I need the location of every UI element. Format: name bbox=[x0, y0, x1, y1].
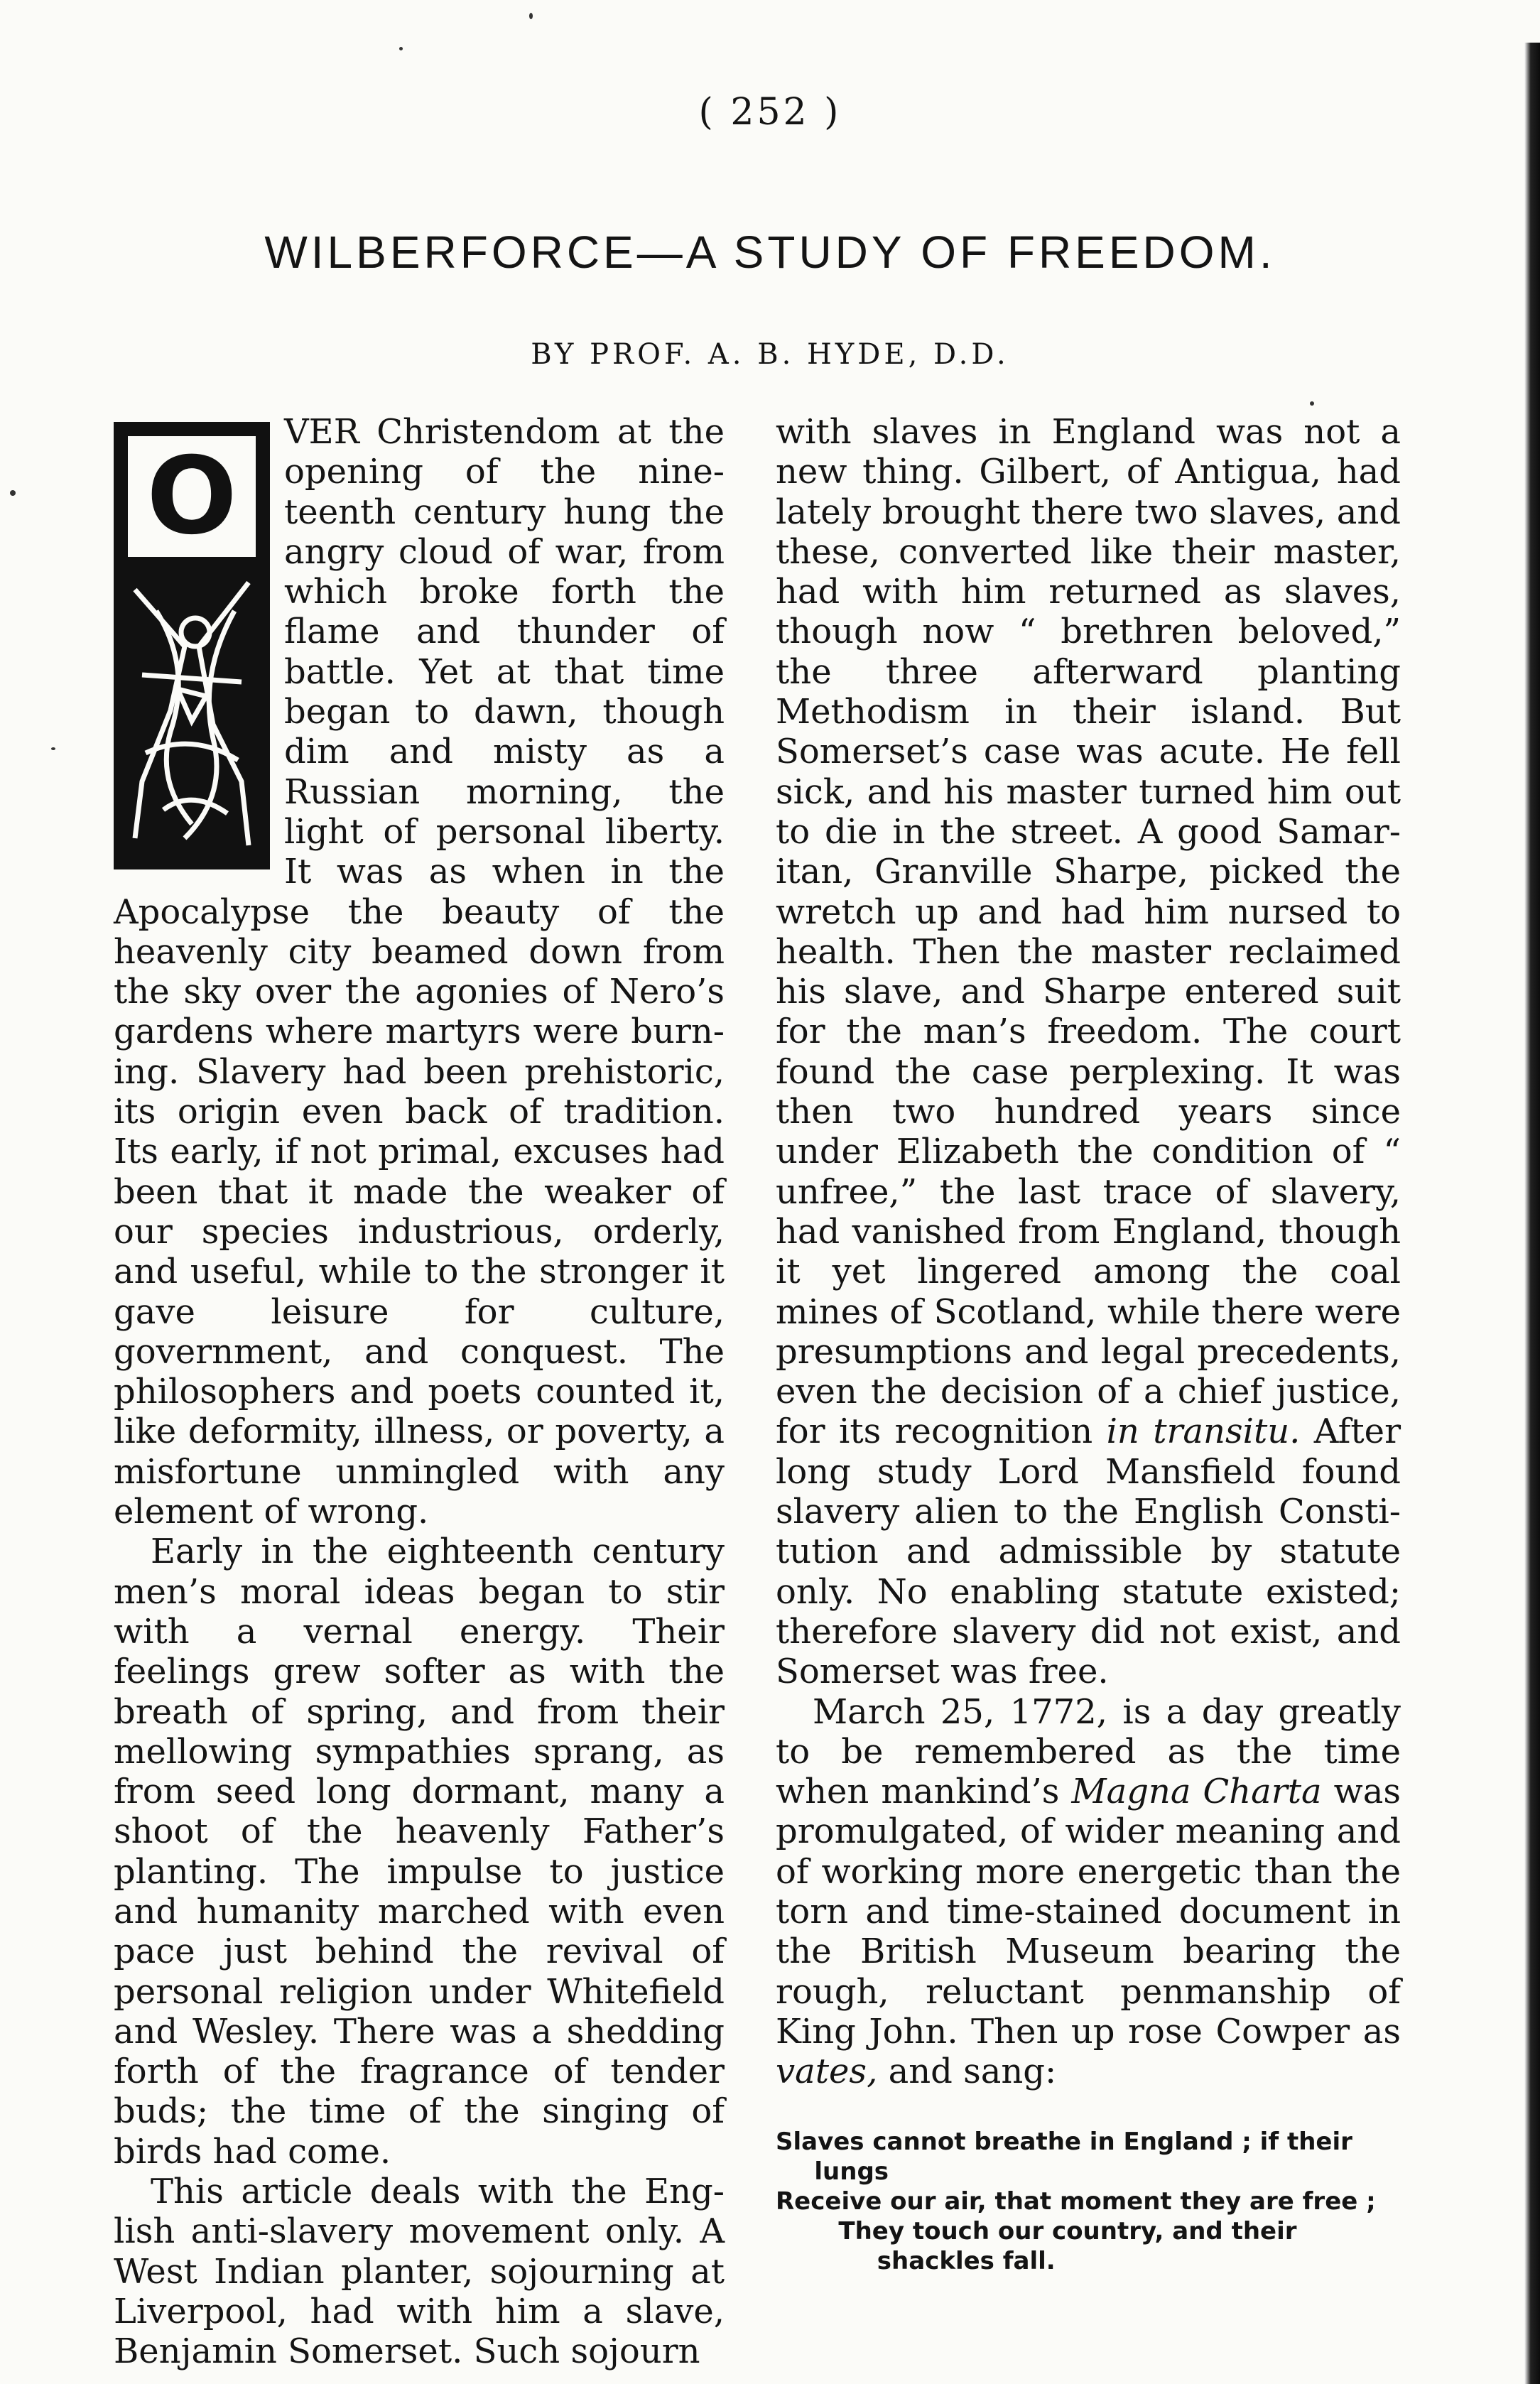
drop-cap-letter: O bbox=[146, 435, 237, 558]
scan-edge-bar bbox=[1524, 43, 1540, 2384]
italic-phrase: in transitu. bbox=[1106, 1412, 1301, 1452]
ink-speck bbox=[10, 490, 16, 496]
poem-line: Slaves cannot breathe in England ; if their lungs bbox=[776, 2128, 1352, 2187]
poem-line: They touch our country, and their shackles fall. bbox=[838, 2217, 1297, 2276]
ink-speck bbox=[51, 747, 55, 750]
poem-quote bbox=[776, 2127, 1401, 2276]
poem-line: Receive our air, that moment they are free ; bbox=[776, 2187, 1376, 2216]
paragraph bbox=[776, 412, 1401, 1692]
drop-cap-letter-box bbox=[128, 436, 256, 557]
page-number: ( 252 ) bbox=[698, 91, 842, 134]
ink-speck bbox=[529, 13, 533, 19]
paragraph-text: was promulgated, of wider meaning and of working more energetic than the torn and time-stained document in the British Museum bearing the rough, reluctant penmanship of King John. Then up rose Cowper as bbox=[776, 1772, 1401, 2052]
right-column bbox=[776, 412, 1401, 2276]
paragraph-text: and sang: bbox=[888, 2052, 1057, 2092]
drop-cap-illustration bbox=[114, 422, 270, 869]
paragraph-text: March 25, 1772, is a day greatly to be remembered as the time when mankind’s bbox=[776, 1691, 1401, 1812]
paragraph-text: After long study Lord Mansfield found slavery alien to the English Constitution and admissible by statute only. No enabling statute existed; therefore slavery did not exist, and Somerset was free. bbox=[776, 1412, 1401, 1692]
paragraph: VER Christendom at the opening of the nineteenth century hung the angry cloud of war, from which broke forth the flame and thunder of battle. Yet at that time began to dawn, though dim and misty as a Russian morning, the light of personal liberty. It was as when in the Apocalypse the beauty of the heavenly city beamed down from the sky over the agonies of Nero’s gardens where martyrs were burning. Slavery had been prehistoric, its origin even back of tradition. Its early, if not primal, excuses had been that it made the weaker of our species industrious, orderly, and useful, while to the stronger it gave leisure for culture, government, and conquest. The philosophers and poets counted it, like deformity, illness, or poverty, a misfortune unmingled with any element of wrong. bbox=[114, 412, 725, 1532]
ink-speck bbox=[1310, 401, 1314, 406]
paragraph: Early in the eighteenth century men’s moral ideas began to stir with a vernal energy. Their feelings grew softer as with the breath of spring, and from their mellowing sympathies sprang, as from seed long dormant, many a shoot of the heavenly Father’s planting. The impulse to justice and humanity marched with even pace just behind the revival of personal religion under Whitefield and Wesley. There was a shedding forth of the fragrance of tender buds; the time of the singing of birds had come. bbox=[114, 1532, 725, 2172]
paragraph bbox=[776, 1692, 1401, 2092]
paragraph-text: with slaves in England was not a new thing. Gilbert, of Antigua, had lately brought there two slaves, and these, converted like their master, had with him returned as slaves, though now “ brethren beloved,” the three afterward planting Methodism in their island. But Somerset’s case was acute. He fell sick, and his master turned him out to die in the street. A good Samaritan, Granville Sharpe, picked the wretch up and had him nursed to health. Then the master reclaimed his slave, and Sharpe entered suit for the man’s freedom. The court found the case perplexing. It was then two hundred years since under Elizabeth the condition of “ unfree,” the last trace of slavery, had vanished from England, though it yet lingered among the coal mines of Scotland, while there were presumptions and legal precedents, even the decision of a chief justice, for its recognition bbox=[776, 412, 1401, 1452]
italic-phrase: Magna Charta bbox=[1071, 1772, 1322, 1812]
figure-ornament-icon bbox=[128, 568, 256, 852]
paragraph: This article deals with the English anti-slavery movement only. A West Indian planter, sojourning at Liverpool, had with him a slave, Benjamin Somerset. Such sojourn bbox=[114, 2172, 725, 2372]
left-column bbox=[114, 412, 725, 2372]
italic-phrase: vates, bbox=[776, 2052, 878, 2092]
article-title: WILBERFORCE—A STUDY OF FREEDOM. bbox=[264, 227, 1276, 278]
ink-speck bbox=[399, 47, 403, 50]
article-byline: BY PROF. A. B. HYDE, D.D. bbox=[531, 338, 1009, 371]
